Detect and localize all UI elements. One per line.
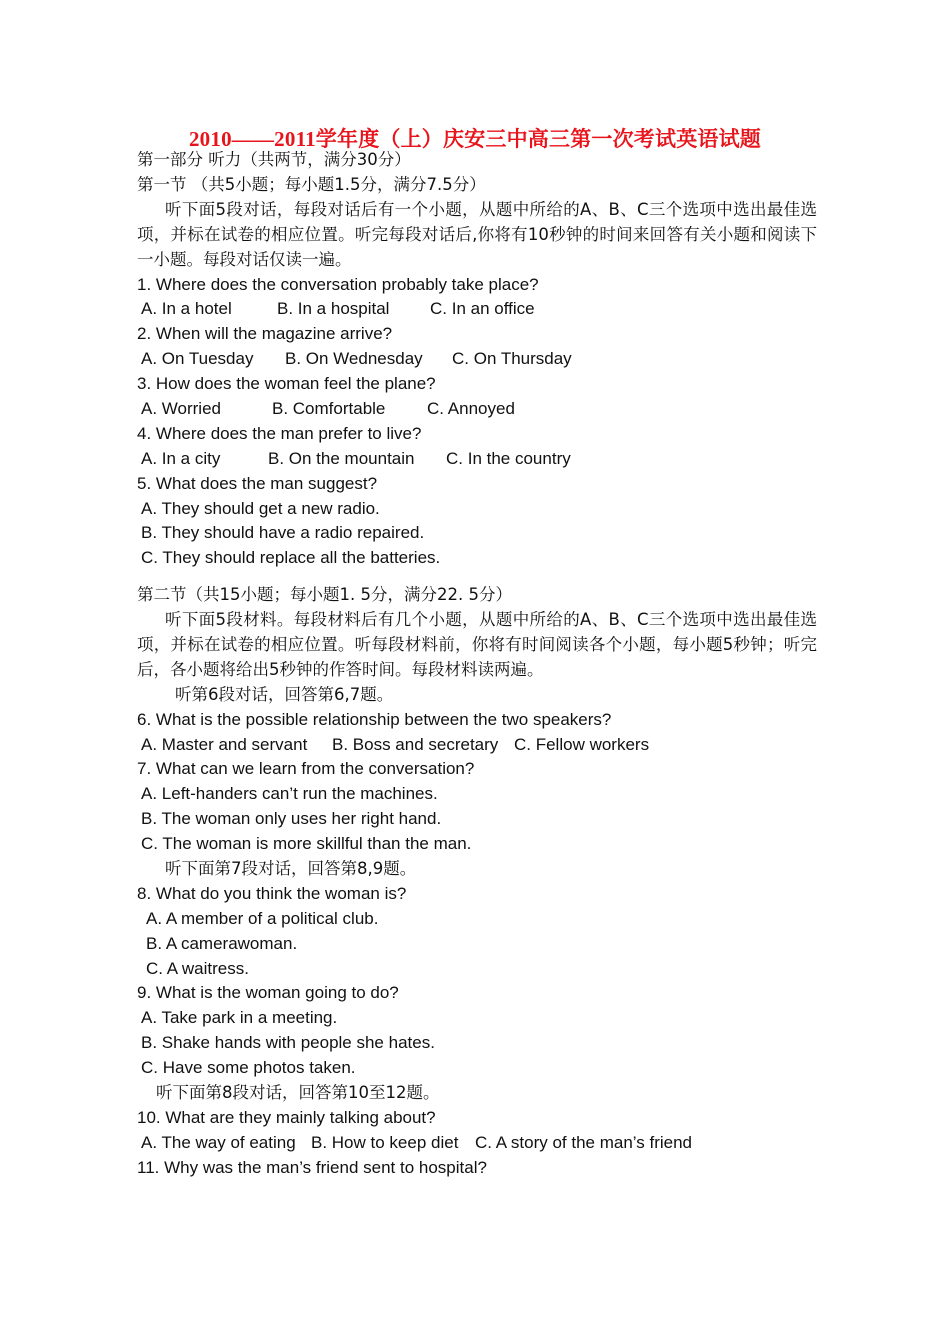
- option-a: A. The way of eating: [141, 1132, 296, 1152]
- option-c: C. They should replace all the batteries.: [141, 548, 441, 568]
- option-b: B. On the mountain: [268, 448, 415, 468]
- question-4: 4. Where does the man prefer to live?: [137, 423, 422, 443]
- question-7: 7. What can we learn from the conversation?: [137, 759, 475, 779]
- option-a: A. Master and servant: [141, 734, 308, 754]
- question-3-options: [137, 397, 817, 422]
- part-heading: 第一部分 听力（共两节，满分30分）: [137, 150, 411, 169]
- question-11: 11. Why was the man’s friend sent to hospital?: [137, 1157, 487, 1177]
- option-c: C. Have some photos taken.: [141, 1058, 356, 1078]
- option-c: C. A waitress.: [146, 958, 249, 978]
- option-b: B. In a hospital: [277, 299, 390, 319]
- question-1-options: [137, 297, 817, 322]
- option-a: A. Worried: [141, 398, 221, 418]
- option-b: B. How to keep diet: [311, 1132, 459, 1152]
- option-c: C. In the country: [446, 448, 571, 468]
- option-a: A. In a city: [141, 448, 221, 468]
- section2-heading: 第二节（共15小题；每小题1. 5分，满分22. 5分）: [137, 585, 512, 605]
- question-10: 10. What are they mainly talking about?: [137, 1107, 436, 1127]
- option-a: A. Left-handers can’t run the machines.: [141, 784, 438, 804]
- option-c: C. On Thursday: [452, 349, 572, 369]
- question-3: 3. How does the woman feel the plane?: [137, 374, 436, 394]
- option-b: B. On Wednesday: [285, 349, 423, 369]
- option-c: C. The woman is more skillful than the man.: [141, 834, 472, 854]
- question-10-options: [137, 1131, 817, 1156]
- question-5: 5. What does the man suggest?: [137, 473, 378, 493]
- section1-heading: 第一节 （共5小题；每小题1.5分，满分7.5分）: [137, 174, 486, 194]
- exam-body: [137, 148, 817, 1181]
- question-6-options: [137, 733, 817, 758]
- option-b: B. Comfortable: [272, 398, 386, 418]
- question-6: 6. What is the possible relationship between the two speakers?: [137, 709, 612, 729]
- option-a: A. A member of a political club.: [146, 908, 379, 928]
- option-a: A. In a hotel: [141, 299, 232, 319]
- option-b: B. They should have a radio repaired.: [141, 523, 425, 543]
- question-9: 9. What is the woman going to do?: [137, 983, 399, 1003]
- option-c: C. Annoyed: [427, 398, 515, 418]
- question-8: 8. What do you think the woman is?: [137, 883, 407, 903]
- question-2: 2. When will the magazine arrive?: [137, 324, 393, 344]
- option-b: B. Boss and secretary: [332, 734, 499, 754]
- dialog-7-intro: 听下面第7段对话，回答第8,9题。: [165, 859, 417, 879]
- section2-instructions: 听下面5段材料。每段材料后有几个小题，从题中所给的A、B、C三个选项中选出最佳选项，并标在试卷的相应位置。听每段材料前，你将有时间阅读各个小题，每小题5秒钟；听完后，各小题将给出5秒钟的作答时间。每段材料读两遍。: [137, 610, 817, 679]
- spacer: [137, 571, 817, 583]
- option-b: B. A camerawoman.: [146, 933, 298, 953]
- option-a: A. On Tuesday: [141, 349, 254, 369]
- option-a: A. Take park in a meeting.: [141, 1008, 338, 1028]
- section1-instructions: 听下面5段对话，每段对话后有一个小题，从题中所给的A、B、C三个选项中选出最佳选项，并标在试卷的相应位置。听完每段对话后,你将有10秒钟的时间来回答有关小题和阅读下一小题。每段对话仅读一遍。: [137, 199, 817, 269]
- option-b: B. The woman only uses her right hand.: [141, 809, 442, 829]
- option-c: C. Fellow workers: [514, 734, 650, 754]
- dialog-8-intro: 听下面第8段对话，回答第10至12题。: [156, 1083, 440, 1103]
- option-c: C. A story of the man’s friend: [475, 1132, 693, 1152]
- dialog-6-intro: 听第6段对话，回答第6,7题。: [175, 684, 394, 704]
- question-1: 1. Where does the conversation probably take place?: [137, 274, 539, 294]
- option-c: C. In an office: [430, 299, 535, 319]
- question-2-options: [137, 347, 817, 372]
- question-4-options: [137, 447, 817, 472]
- option-a: A. They should get a new radio.: [141, 498, 380, 518]
- option-b: B. Shake hands with people she hates.: [141, 1033, 435, 1053]
- exam-title: 2010——2011学年度（上）庆安三中高三第一次考试英语试题: [188, 127, 762, 151]
